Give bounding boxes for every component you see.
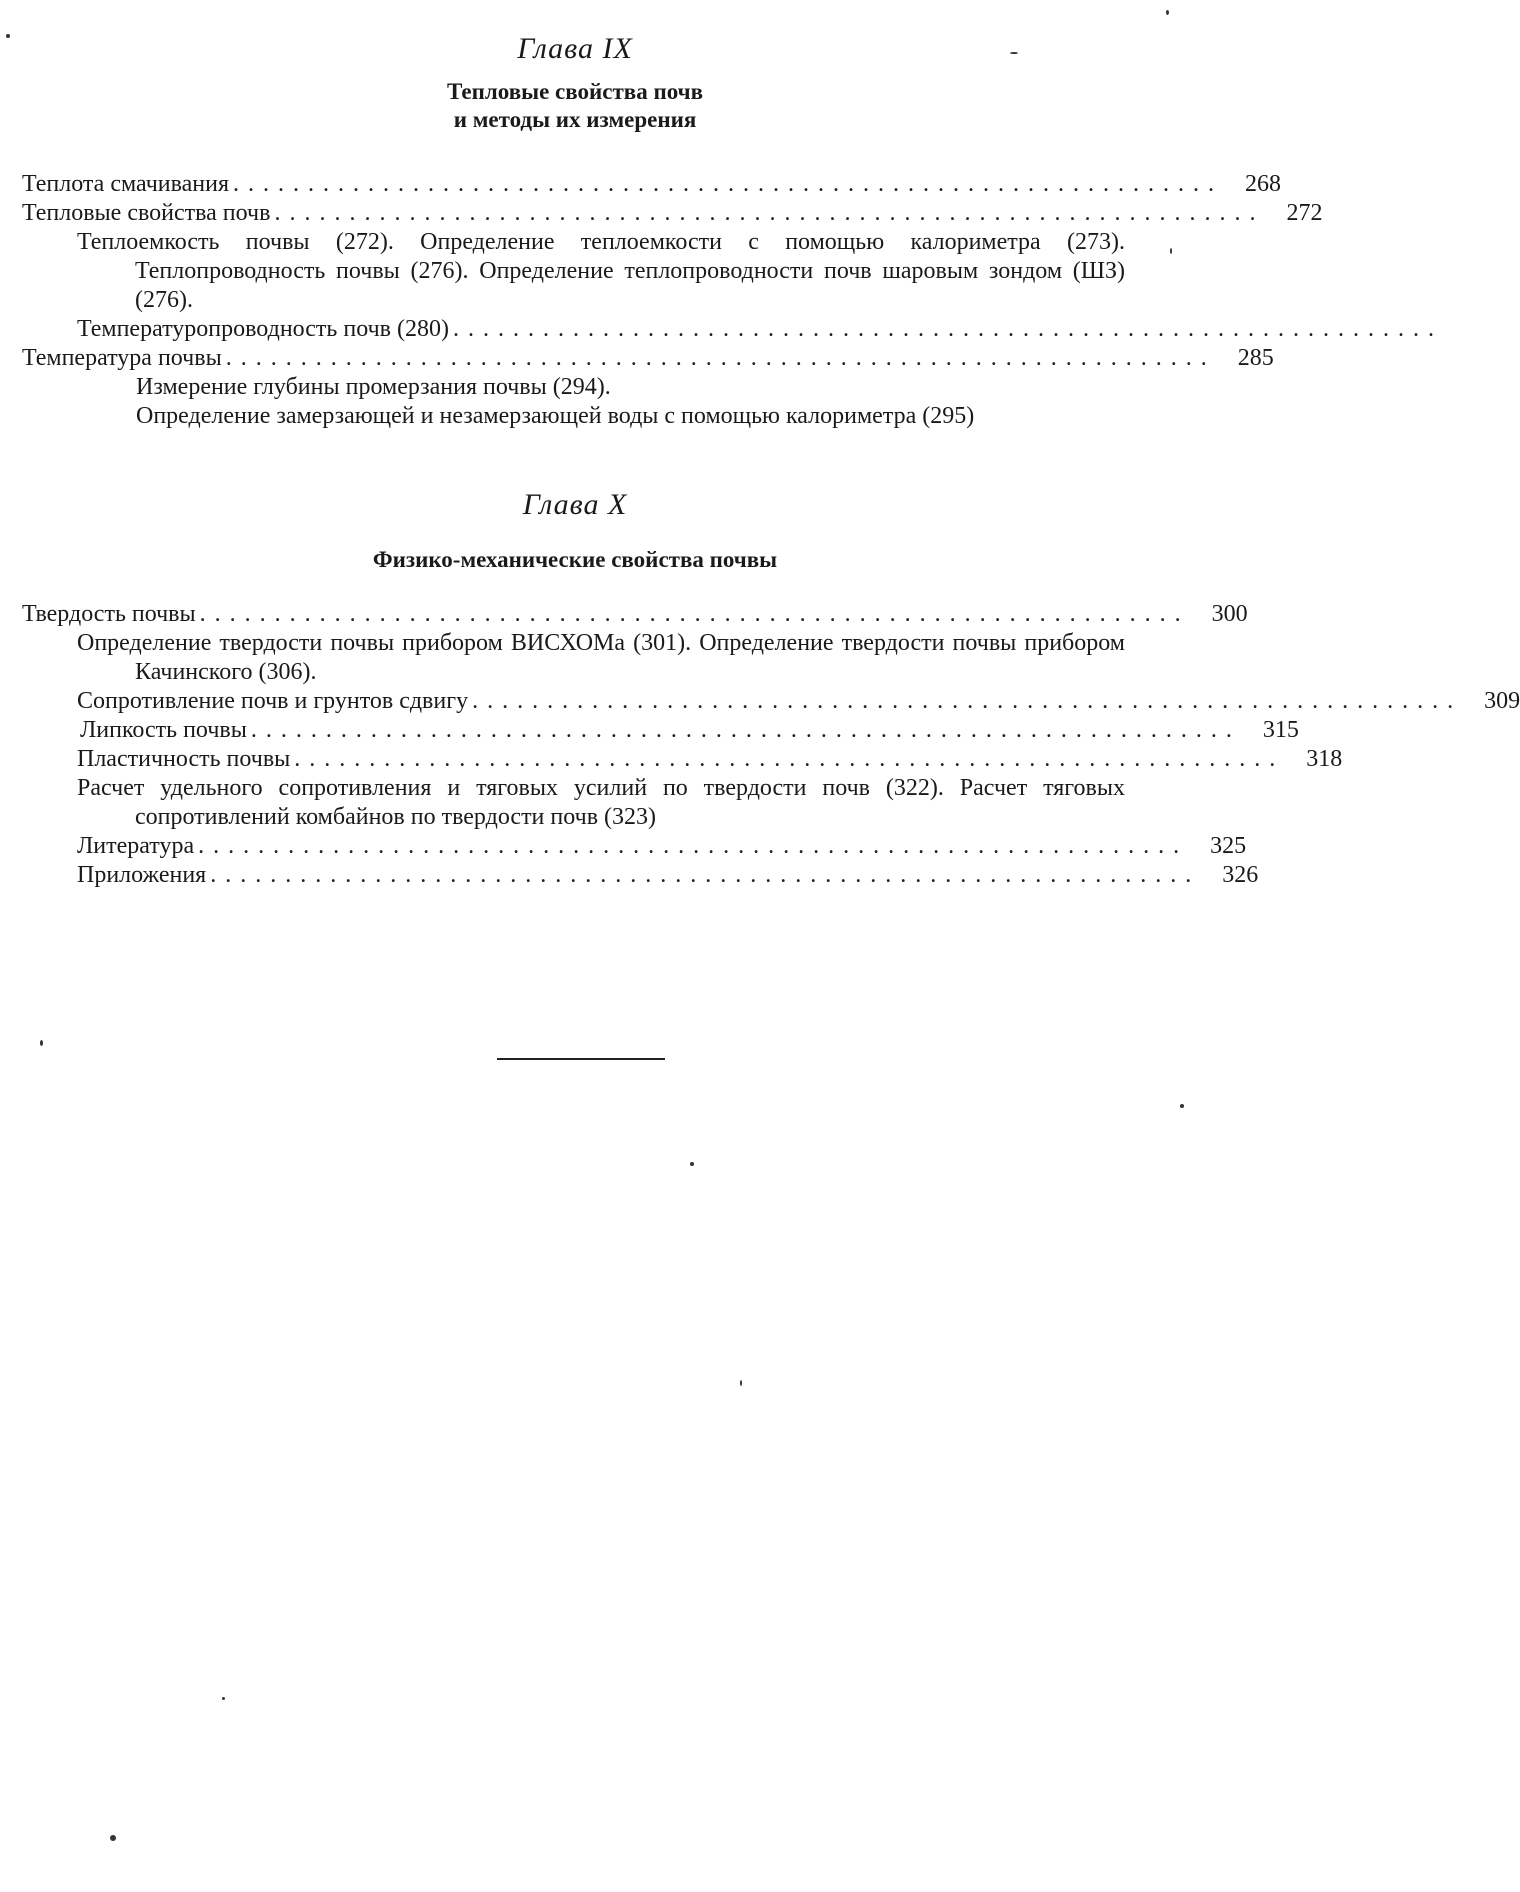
scan-speck <box>1170 248 1172 254</box>
toc-entry-heat-of-wetting: Теплота смачивания .................................................................. 268 <box>22 171 1282 197</box>
dot-leader: .................................................................. <box>199 601 1190 627</box>
toc-entry-literature: Литература .................................................................. 325 <box>77 833 1247 859</box>
scan-speck <box>1010 52 1018 54</box>
dot-leader: .................................................................. <box>452 316 1443 342</box>
dot-leader: .................................................................. <box>472 688 1463 714</box>
toc-entry-soil-temperature: Температура почвы .................................................................. 285 <box>22 345 1274 371</box>
dot-leader: .................................................................. <box>274 200 1265 226</box>
toc-paragraph-freezing-water: Определение замерзающей и незамерзающей воды с помощью калориметра (295) <box>136 403 975 429</box>
dot-leader: .................................................................. <box>233 171 1224 197</box>
scan-speck <box>6 34 10 38</box>
dot-leader: .................................................................. <box>294 746 1285 772</box>
chapter-9-title <box>0 78 1150 134</box>
toc-page-number: 285 <box>1237 345 1274 371</box>
toc-entry-plasticity: Пластичность почвы .................................................................. 318 <box>77 746 1343 772</box>
toc-page-number: 326 <box>1222 862 1259 888</box>
toc-page-number: 300 <box>1211 601 1248 627</box>
toc-page-number: 315 <box>1262 717 1299 743</box>
toc-paragraph-hardness-methods: Определение твердости почвы прибором ВИСХОМа (301). Определение твердости почвы прибором Качинского (306). <box>77 630 1125 685</box>
chapter-10-title <box>0 546 1150 574</box>
toc-entry-thermal-diffusivity: Температуропроводность почв (280) .................................................................. <box>77 316 1443 342</box>
end-rule <box>497 1058 665 1060</box>
chapter-10-toc <box>22 600 1520 890</box>
dot-leader: .................................................................. <box>198 833 1189 859</box>
chapter-9-label: Глава IX <box>517 32 633 65</box>
toc-entry-shear-resistance: Сопротивление почв и грунтов сдвигу .................................................................. 309 <box>77 688 1520 714</box>
dot-leader: .................................................................. <box>210 862 1201 888</box>
toc-paragraph-freezing-depth: Измерение глубины промерзания почвы (294). <box>136 374 611 400</box>
scan-speck <box>110 1835 116 1841</box>
scan-speck <box>40 1040 43 1046</box>
toc-page-number: 272 <box>1286 200 1323 226</box>
toc-entry-soil-hardness: Твердость почвы .................................................................. 300 <box>22 601 1248 627</box>
toc-page-number: 309 <box>1484 688 1520 714</box>
toc-page-number: 318 <box>1306 746 1343 772</box>
scan-speck <box>1180 1104 1184 1108</box>
toc-entry-thermal-properties: Тепловые свойства почв .................................................................. 272 <box>22 200 1323 226</box>
scan-speck <box>1166 10 1169 15</box>
chapter-9-title-line-2: и методы их измерения <box>453 107 697 132</box>
dot-leader: .................................................................. <box>250 717 1241 743</box>
chapter-9-toc <box>22 170 1443 431</box>
toc-entry-appendices: Приложения .................................................................. 326 <box>77 862 1259 888</box>
toc-page-number: 268 <box>1245 171 1282 197</box>
toc-entry-stickiness: Липкость почвы .................................................................. 315 <box>80 717 1299 743</box>
scan-speck <box>690 1162 694 1166</box>
toc-page-number: 325 <box>1210 833 1247 859</box>
toc-paragraph-traction-calculation: Расчет удельного сопротивления и тяговых усилий по твердости почв (322). Расчет тяговых сопротивлений комбайнов по твердости почв (323) <box>77 775 1125 830</box>
chapter-10-title-line-1: Физико-механические свойства почвы <box>372 547 778 572</box>
scan-speck <box>222 1697 225 1700</box>
toc-paragraph-heat-capacity: Теплоемкость почвы (272). Определение теплоемкости с помощью калориметра (273). Теплопроводность почвы (276). Определение теплопроводности почв шаровым зондом (ШЗ) (276). <box>77 229 1125 313</box>
scan-speck <box>740 1380 742 1386</box>
chapter-10-label: Глава X <box>522 488 628 521</box>
chapter-9-title-line-1: Тепловые свойства почв <box>446 79 704 104</box>
dot-leader: .................................................................. <box>225 345 1216 371</box>
